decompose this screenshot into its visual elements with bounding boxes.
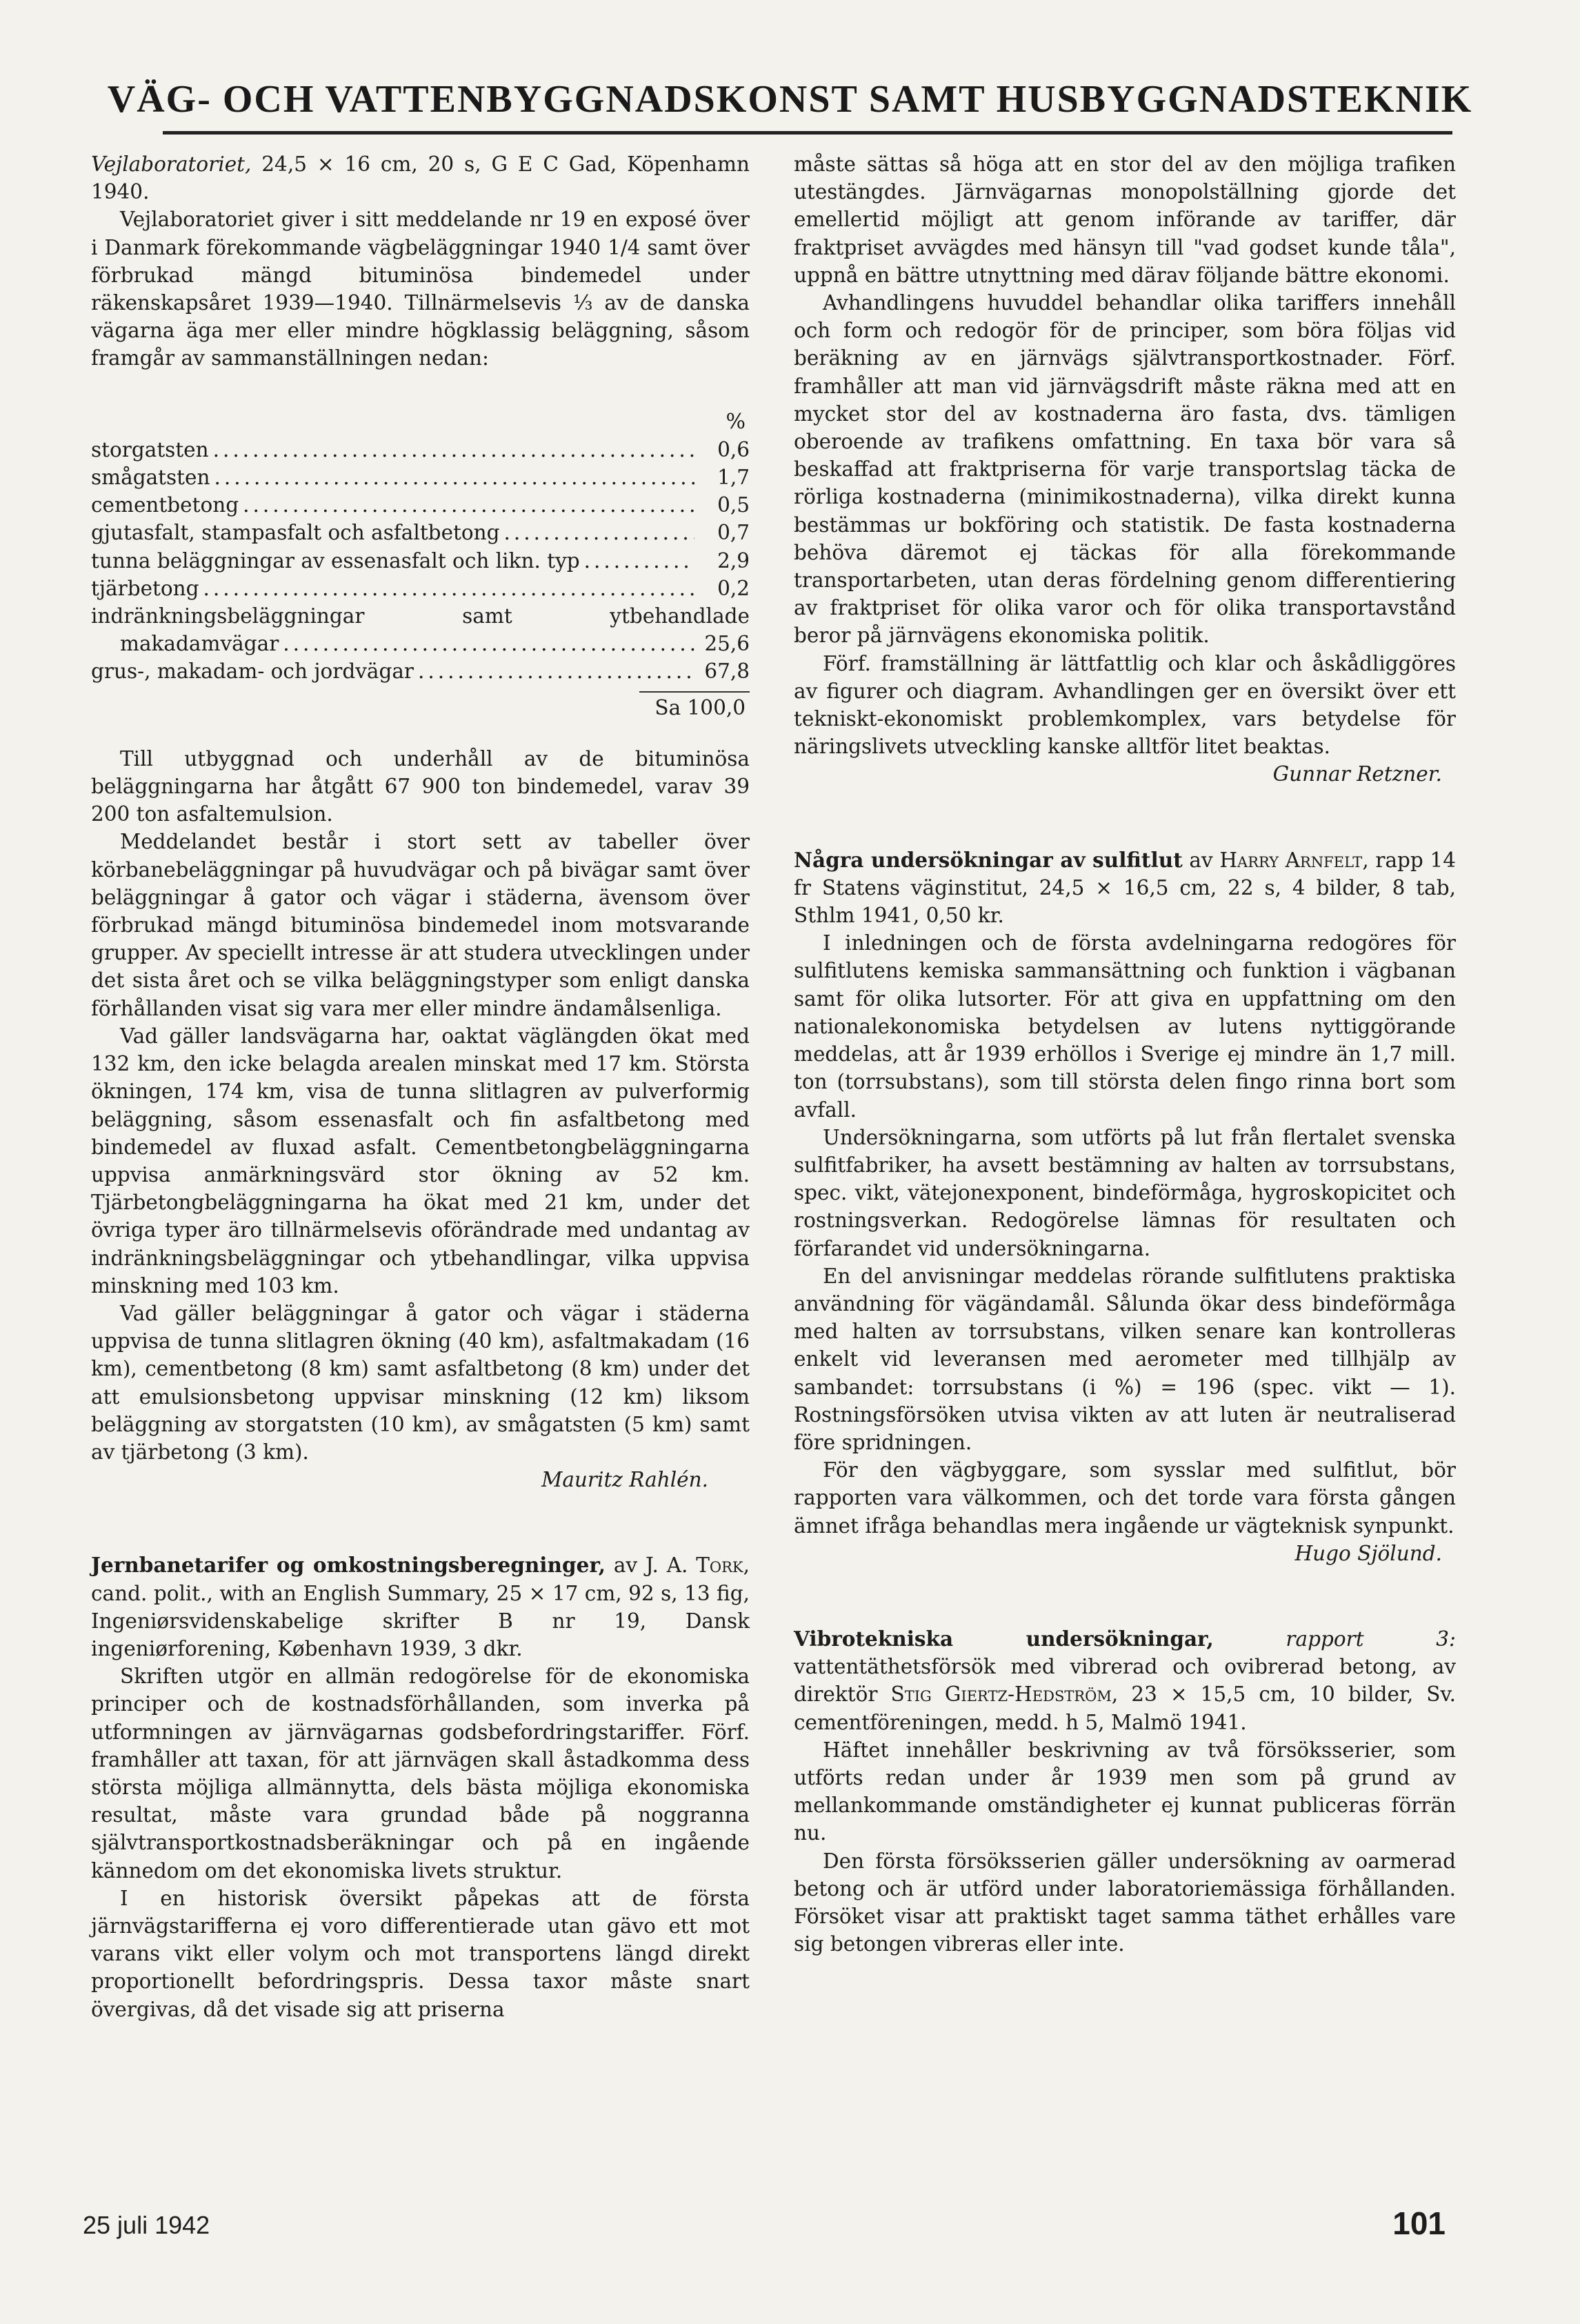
table-row-value: 67,8 (704, 659, 750, 684)
paragraph: Undersökningarna, som utförts på lut från flertalet svenska sulfitfabriker, ha avsett bestämning av halten av torrsubstans, spec. vikt, vätejonexponent, bindeförmåga, hygroskopicitet och rostningsverkan. Redogörelse lämnas för resultaten och förfarandet vid undersökningarna. (794, 1125, 1456, 1260)
reviewer-signature: Mauritz Rahlén. (541, 1468, 708, 1492)
table-row-wrap-label: indränkningsbeläggningar samt ytbehandlade (91, 604, 750, 628)
review-title: Vejlaboratoriet, (91, 152, 252, 176)
review-title: Jernbanetarifer og omkostningsberegninger, (91, 1553, 606, 1578)
paragraph: Till utbyggnad och underhåll av de bituminösa beläggningarna har åtgått 67 900 ton bindemedel, varav 39 200 ton asfaltemulsion. (91, 746, 750, 826)
table-row (91, 464, 750, 491)
review-citation: , rapp 14 fr Statens väginstitut, 24,5 × 16,5 cm, 22 s, 4 bilder, 8 tab, Sthlm 1941, 0,50 kr. (794, 848, 1456, 928)
table-row (91, 436, 750, 464)
paragraph: Häftet innehåller beskrivning av två försöksserier, som utförts redan under år 1939 men som på grund av mellankommande omständigheter ej kunnat publiceras förrän nu. (794, 1738, 1456, 1845)
table-row (91, 491, 750, 519)
dot-leader (243, 491, 694, 519)
table-sum: Sa 100,0 (654, 695, 746, 719)
review-vibrotekniska (794, 1625, 1456, 1958)
review-citation: , 23 × 15,5 cm, 10 bilder, Sv. cementföreningen, medd. h 5, Malmö 1941. (794, 1682, 1456, 1734)
paragraph: I en historisk översikt påpekas att de första järnvägstarifferna ej voro differentierade utan gävo ett mot varans vikt eller volym och mot transportens längd direkt proportionellt befordringspris. Dessa taxor måste snart övergivas, då det visade sig att priserna (91, 1886, 750, 2021)
paragraph: Skriften utgör en allmän redogörelse för de ekonomiska principer och de kostnadsförhållanden, som inverka på utformningen av järnvägarnas godsbefordringstariffer. Förf. framhåller att taxan, för att järnvägen skall åstadkomma dess största möjliga allmännytta, dels bästa möjliga ekonomiska resultat, måste vara grundad både på noggranna självtransportkostnadsberäkningar och på en ingående kännedom om det ekonomiska livets struktur. (91, 1665, 750, 1883)
review-citation-prefix: vattentäthetsförsök med vibrerad och ovibrerad betong, av direktör (794, 1655, 1456, 1707)
reviewer-signature: Gunnar Retzner. (1272, 762, 1442, 786)
paragraph: måste sättas så höga att en stor del av den möjliga trafiken utestängdes. Järnvägarnas monopolställning gjorde det emellertid möjligt att genom införande av tariffer, där fraktpriset avvägdes med hänsyn till "vad godset kunde tåla", uppnå en bättre utnyttning med därav följande bättre ekonomi. (794, 152, 1456, 287)
review-title: Några undersökningar av sulfitlut (794, 847, 1183, 872)
paragraph: Vad gäller beläggningar å gator och vägar i städerna uppvisa de tunna slitlagren ökning (40 km), asfaltmakadam (16 km), cementbetong (8 km) samt asfaltbetong (8 km) under det att emulsionsbetong uppvisar minskning (12 km) liksom beläggning av storgatsten (10 km), av smågatsten (5 km) samt av tjärbetong (3 km). (91, 1301, 750, 1464)
dot-leader (418, 657, 694, 685)
table-row-value: 2,9 (717, 548, 750, 573)
reviewer-signature: Hugo Sjölund. (1294, 1541, 1442, 1565)
table-row (91, 657, 750, 685)
paragraph: I inledningen och de första avdelningarna redogöres för sulfitlutens kemiska sammansättning och funktion i vägbanan samt för olika lutsorter. För att giva en uppfattning om den nationalekonomiska betydelsen av lutens nyttiggörande meddelas, att år 1939 erhöllos i Sverige ej mindre än 1,7 mill. ton (torrsubstans), som till största delen fingo rinna bort som avfall. (794, 931, 1456, 1122)
section-gap (91, 1493, 750, 1551)
table-row-value: 1,7 (717, 466, 750, 490)
paragraph: Vad gäller landsvägarna har, oaktat väglängden ökat med 132 km, den icke belagda arealen minskat med 17 km. Största ökningen, 174 km, visa de tunna slitlagren av pulverformig beläggning, såsom essenasfalt och fin asfaltbetong med bindemedel av fluxad asfalt. Cementbetongbeläggningarna uppvisa anmärkningsvärd stor ökning av 52 km. Tjärbetongbeläggningarna ha ökat med 21 km, under det övriga typer äro tillnärmelsevis oförändrade med undantag av indränkningsbeläggningar och ytbehandlingar, vilka uppvisa minskning med 103 km. (91, 1024, 750, 1298)
review-citation: 24,5 × 16 cm, 20 s, G E C Gad, Köpenhamn 1940. (91, 152, 750, 204)
dot-leader (203, 575, 694, 602)
review-heading (91, 150, 750, 206)
review-subtitle: rapport 3: (1213, 1627, 1456, 1651)
table-row (91, 630, 750, 657)
review-vejlaboratoriet (91, 150, 750, 1493)
sum-rule (639, 691, 750, 693)
table-row-label: grus-, makadam- och jordvägar (91, 659, 414, 684)
table-row (91, 547, 750, 575)
review-sulfitlut (794, 846, 1456, 1567)
paragraph: Den första försöksserien gäller undersökning av oarmerad betong och är utförd under laboratoriemässiga förhållanden. Försöket visar att praktiskt taget samma täthet erhålles vare sig betongen vibreras eller inte. (794, 1849, 1456, 1956)
paragraph: Förf. framställning är lättfattlig och klar och åskådliggöres av figurer och diagram. Avhandlingen ger en översikt över ett tekniskt-ekonomiskt problemkomplex, vars betydelse för näringslivets utveckling kanske alltför litet beaktas. (794, 651, 1456, 759)
review-author-prefix: av J. A. (606, 1553, 697, 1578)
table-row-label: cementbetong (91, 493, 239, 517)
road-surface-table (91, 408, 750, 722)
dot-leader (214, 464, 694, 491)
review-citation: , cand. polit., with an English Summary, 25 × 17 cm, 92 s, 13 fig, Ingeniørsvidenskabelige skrifter B nr 19, Dansk ingeniørforening, København 1939, 3 dkr. (91, 1553, 750, 1660)
table-row-label: gjutasfalt, stampasfalt och asfaltbetong (91, 521, 500, 545)
issue-date: 25 juli 1942 (83, 2211, 210, 2239)
review-author: Stig Giertz-Hedström (890, 1682, 1112, 1707)
section-gap (794, 788, 1456, 846)
table-row-label: makadamvägar (120, 632, 279, 656)
dot-leader (283, 630, 694, 657)
dot-leader (584, 547, 694, 575)
right-column (794, 150, 1456, 1958)
dot-leader (213, 436, 694, 464)
table-row-value: 0,6 (717, 437, 750, 461)
paragraph: För den vägbyggare, som sysslar med sulfitlut, bör rapporten vara välkommen, och det torde vara första gången ämnet ifråga behandlas mera ingående ur vägteknisk synpunkt. (794, 1458, 1456, 1538)
table-row-value: 25,6 (704, 632, 750, 656)
review-heading (91, 1551, 750, 1662)
paragraph: En del anvisningar meddelas rörande sulfitlutens praktiska användning för vägändamål. Sålunda ökar dess bindeförmåga med halten av torrsubstans, vilken senare kan kontrolleras enkelt vid leveransen med aerometer med tillhjälp av sambandet: torrsubstans (i %) = 196 (spec. vikt — 1). Rostningsförsöken utvisa vikten av att luten är neutraliserad före spridningen. (794, 1264, 1456, 1454)
dot-leader (504, 519, 694, 546)
review-author-prefix: av (1182, 848, 1220, 872)
header-rule (163, 131, 1452, 135)
paragraph: Vejlaboratoriet giver i sitt meddelande nr 19 en exposé över i Danmark förekommande vägbeläggningar 1940 1/4 samt över förbrukad mängd bituminösa bindemedel under räkenskapsåret 1939—1940. Tillnärmelsevis ⅓ av de danska vägarna äga mer eller mindre högklassig beläggning, såsom framgår av sammanställningen nedan: (91, 208, 750, 370)
table-row-value: 0,5 (717, 493, 750, 517)
review-jernbanetarifer (91, 1551, 750, 2023)
page-title: VÄG- OCH VATTENBYGGNADSKONST SAMT HUSBYGGNADSTEKNIK (107, 78, 1473, 121)
table-row-value: 0,7 (717, 521, 750, 545)
table-row-label: tunna beläggningar av essenasfalt och likn. typ (91, 548, 580, 573)
section-gap (794, 1567, 1456, 1625)
table-unit-header: % (726, 409, 746, 434)
review-author: Tork (696, 1553, 743, 1578)
review-heading (794, 1625, 1456, 1736)
table-row-label: storgatsten (91, 437, 209, 461)
table-row (91, 575, 750, 602)
table-row-label: smågatsten (91, 466, 210, 490)
review-heading (794, 846, 1456, 930)
review-author: Harry Arnfelt (1219, 848, 1363, 872)
review-jernbanetarifer-continued (794, 150, 1456, 788)
review-title: Vibrotekniska undersökningar, (794, 1626, 1214, 1651)
table-row-value: 0,2 (717, 576, 750, 600)
paragraph: Meddelandet består i stort sett av tabeller över körbanebeläggningar på huvudvägar och på bivägar samt över beläggningar å gator och vägar i städerna, ävensom över förbrukad mängd bituminösa bindemedel inom motsvarande grupper. Av speciellt intresse är att studera utvecklingen under det sista året och se vilka beläggningstyper som enligt danska förhållanden visat sig vara mer eller mindre ändamålsenliga. (91, 830, 750, 1020)
left-column (91, 150, 750, 2023)
paragraph: Avhandlingens huvuddel behandlar olika tariffers innehåll och form och redogör för de principer, som böra följas vid beräkning av en järnvägs självtransportkostnader. Förf. framhåller att man vid järnvägsdrift måste räkna med att en mycket stor del av kostnaderna äro fasta, dvs. tämligen oberoende av trafikens omfattning. En taxa bör vara så beskaffad att fraktpriserna för varje transportslag täcka de rörliga kostnaderna (minimikostnaderna), vilka direkt kunna bestämmas ur bokföring och statistik. De fasta kostnaderna behöva däremot ej täckas för alla förekommande transportarbeten, utan deras fördelning genom differentiering av fraktpriset för olika varor och för olika transportavstånd beror på järnvägens ekonomiska politik. (794, 291, 1456, 648)
page-number: 101 (1392, 2205, 1446, 2241)
table-row (91, 519, 750, 546)
table-row-label: tjärbetong (91, 576, 199, 600)
